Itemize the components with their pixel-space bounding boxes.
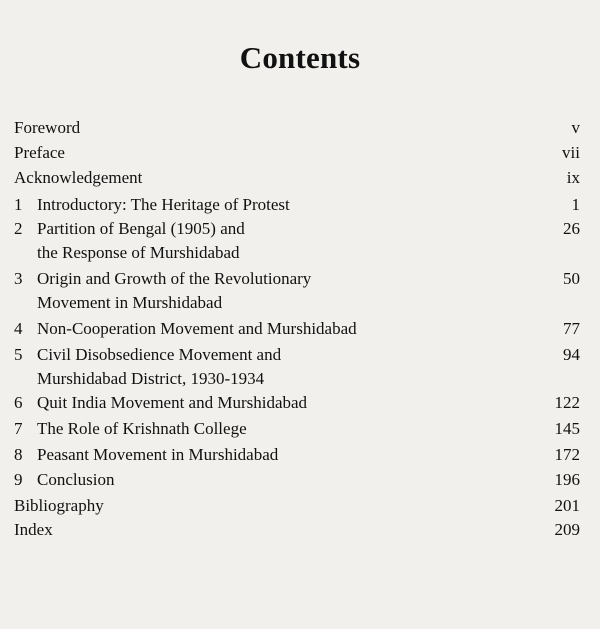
toc-page-number: 94 [563,345,580,364]
toc-chapter-number: 8 [14,445,23,464]
toc-page-number: 196 [554,470,580,489]
toc-page-number: vii [562,143,580,162]
toc-entry-title: Bibliography [14,496,104,515]
toc-chapter-number: 1 [14,195,23,214]
toc-page-number: 1 [571,195,580,214]
toc-page-number: 26 [563,219,580,238]
toc-entry-title: Peasant Movement in Murshidabad [37,445,279,464]
toc-entry-title-continued: Movement in Murshidabad [37,293,223,312]
toc-entry-title: Preface [14,143,65,162]
toc-page-number: 172 [554,445,580,464]
toc-page-number: 77 [563,319,580,338]
toc-entry-title: Index [14,520,53,539]
toc-page-number: 209 [554,520,580,539]
toc-chapter-number: 6 [14,393,23,412]
toc-page-number: ix [566,168,580,187]
toc-entry-title: Partition of Bengal (1905) and [37,219,245,238]
toc-page-number: 145 [554,419,580,438]
toc-entry-title: Quit India Movement and Murshidabad [37,393,308,412]
toc-chapter-number: 7 [14,419,23,438]
toc-chapter-number: 3 [14,269,23,288]
toc-entry-title: Conclusion [37,470,115,489]
toc-page-number: 50 [563,269,580,288]
toc-entry-title: Non-Cooperation Movement and Murshidabad [37,319,357,338]
toc-chapter-number: 5 [14,345,23,364]
toc-chapter-number: 2 [14,219,23,238]
toc-entry-title-continued: Murshidabad District, 1930-1934 [37,369,265,388]
toc-page-number: 201 [554,496,580,515]
toc-entry-title: Civil Disobsedience Movement and [37,345,282,364]
page-title: Contents [239,40,361,75]
toc-entry-title: Introductory: The Heritage of Protest [37,195,290,214]
toc-entry-title: Acknowledgement [14,168,143,187]
toc-entry-title-continued: the Response of Murshidabad [37,243,240,262]
toc-page-number: 122 [554,393,580,412]
toc-page-number: v [571,118,580,137]
toc-chapter-number: 9 [14,470,23,489]
toc-entry-title: Origin and Growth of the Revolutionary [37,269,312,288]
toc-entry-title: The Role of Krishnath College [37,419,247,438]
toc-entry-title: Foreword [14,118,81,137]
toc-chapter-number: 4 [14,319,23,338]
